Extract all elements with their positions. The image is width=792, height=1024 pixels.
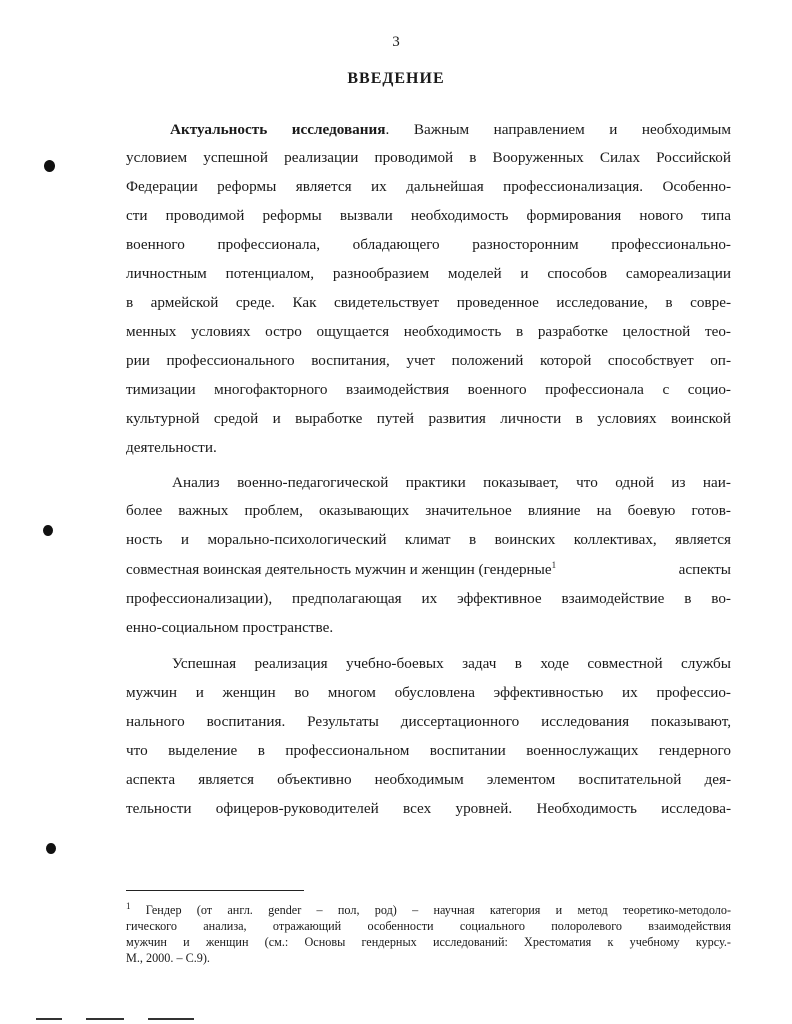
- text-line: тимизации многофакторного взаимодействия военного профессионала с социо-: [126, 381, 731, 398]
- footnote-line: М., 2000. – С.9).: [126, 951, 210, 965]
- scan-artifact: [148, 1018, 194, 1020]
- text-line: ность и морально-психологический климат в воинских коллективах, является: [126, 531, 731, 548]
- punch-hole-mark: [46, 843, 56, 854]
- text-segment: аспекты: [678, 561, 731, 578]
- punch-hole-mark: [43, 525, 53, 536]
- footnote-line: $^1$ Гендер (от англ. gender – пол, род) – научная категория и метод теоретико-методоло-: [126, 900, 732, 917]
- footnote-separator: [126, 890, 304, 891]
- text-line: что выделение в профессиональном воспитании военнослужащих гендерного: [126, 742, 731, 759]
- text-line: Федерации реформы является их дальнейшая профессионализация. Особенно-: [126, 178, 731, 195]
- text-line: мужчин и женщин во многом обусловлена эффективностью их профессио-: [126, 684, 731, 701]
- text-line: условием успешной реализации проводимой в Вооруженных Силах Российской: [126, 149, 731, 166]
- text-line: в армейской среде. Как свидетельствует проведенное исследование, в совре-: [126, 294, 731, 311]
- text-segment: . Важным направлением и необходимым: [385, 121, 731, 138]
- page-number: 3: [392, 34, 400, 50]
- punch-hole-mark: [44, 160, 55, 172]
- text-segment: совместная воинская деятельность мужчин и женщин (гендерные$^1$: [126, 559, 557, 578]
- text-line: более важных проблем, оказывающих значительное влияние на боевую готов-: [126, 502, 731, 519]
- footnote-reference: 1: [551, 559, 557, 570]
- text-line: деятельности.: [126, 439, 217, 456]
- scan-artifact: [86, 1018, 124, 1020]
- text-line: военного профессионала, обладающего разносторонним профессионально-: [126, 236, 731, 253]
- page-title: ВВЕДЕНИЕ: [347, 70, 445, 87]
- scan-artifact: [36, 1018, 62, 1020]
- text-line: личностным потенциалом, разнообразием моделей и способов самореализации: [126, 265, 731, 282]
- footnote-line: гического анализа, отражающий особенности социального полоролевого взаимодействия: [126, 919, 731, 933]
- text-line: профессионализации), предполагающая их эффективное взаимодействие в во-: [126, 590, 731, 607]
- text-line: енно-социальном пространстве.: [126, 619, 334, 636]
- text-line: рии профессионального воспитания, учет положений которой способствует оп-: [126, 352, 731, 369]
- text-line: [126, 560, 731, 580]
- text-line: Успешная реализация учебно-боевых задач в ходе совместной службы: [172, 655, 731, 672]
- text-line: сти проводимой реформы вызвали необходимость формирования нового типа: [126, 207, 731, 224]
- text-line: менных условиях остро ощущается необходимость в разработке целостной тео-: [126, 323, 731, 340]
- text-line: [170, 120, 731, 140]
- footnote-line: мужчин и женщин (см.: Основы гендерных исследований: Хрестоматия к учебному курсу.-: [126, 935, 731, 949]
- text-line: аспекта является объективно необходимым элементом воспитательной дея-: [126, 771, 731, 788]
- text-line: тельности офицеров-руководителей всех уровней. Необходимость исследова-: [126, 800, 731, 817]
- text-line: нального воспитания. Результаты диссертационного исследования показывают,: [126, 713, 731, 730]
- text-line: Анализ военно-педагогической практики показывает, что одной из наи-: [172, 474, 731, 491]
- footnote-marker: 1: [126, 900, 131, 911]
- section-heading: Актуальность исследования: [170, 121, 386, 138]
- text-line: культурной средой и выработке путей развития личности в условиях воинской: [126, 410, 731, 427]
